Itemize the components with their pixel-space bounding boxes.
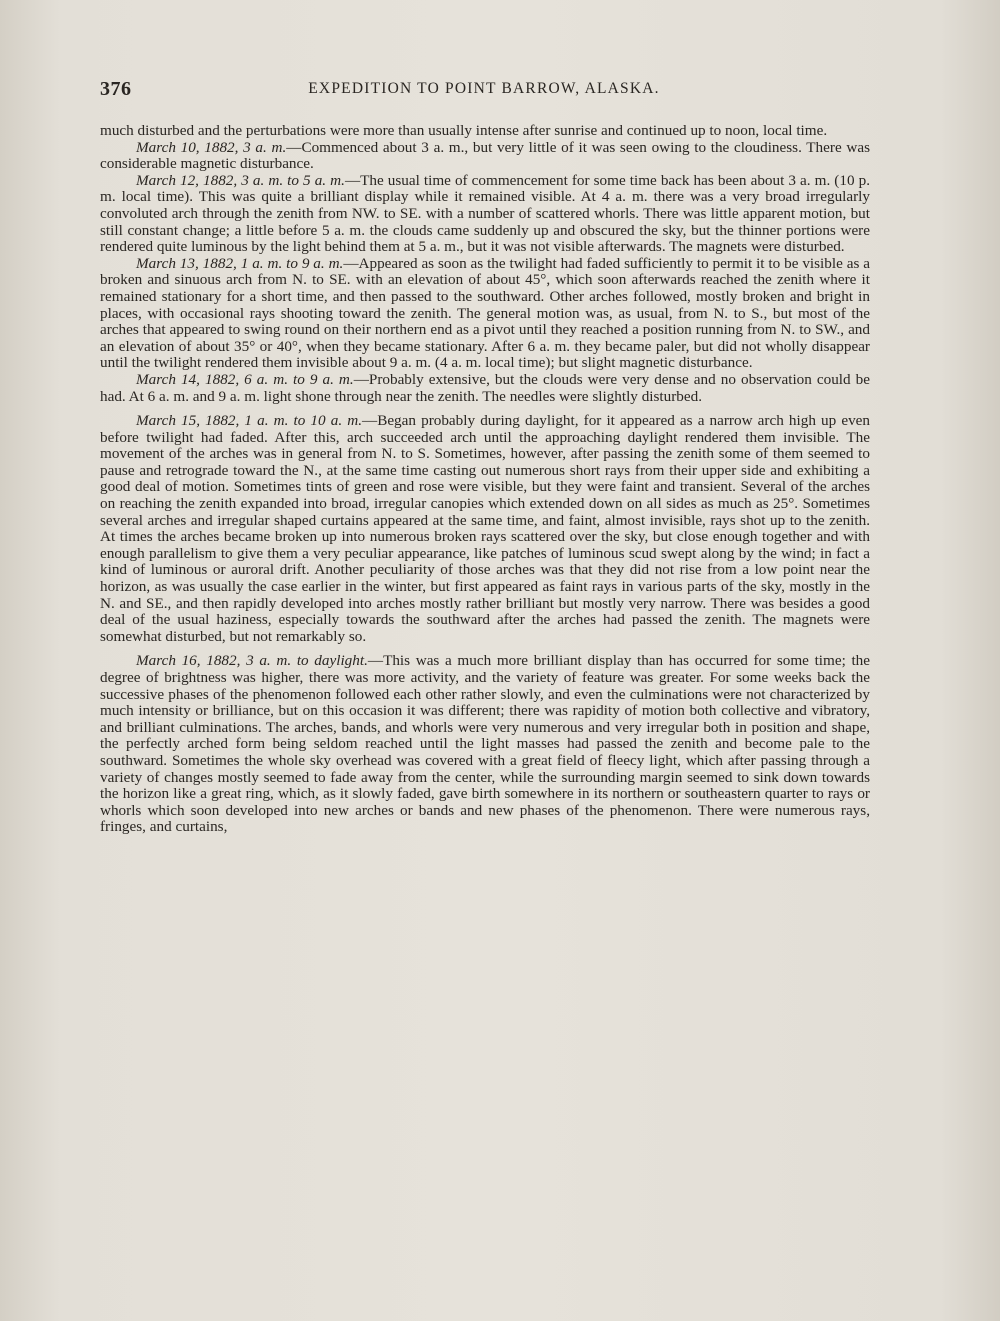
- page-header: [100, 78, 868, 102]
- paragraph-lead: March 16, 1882, 3 a. m. to daylight.: [136, 652, 368, 670]
- paragraph-lead: March 15, 1882, 1 a. m. to 10 a. m.: [136, 412, 362, 430]
- page-number: 376: [100, 78, 132, 100]
- paragraph-march-15: [100, 413, 870, 645]
- paragraph-lead: March 13, 1882, 1 a. m. to 9 a. m.: [136, 254, 344, 272]
- paragraph-text: —Appeared as soon as the twilight had faded sufficiently to permit it to be visible as a broken and sinuous arch from N. to SE. with an elevation of about 45°, which soon afterwards reached the zenith where it remained stationary for a short time, and then passed to the southward. Other arches followed, mostly broken and bright in places, with occasional rays shooting toward the zenith. The general motion was, as usual, from N. to S., but most of the arches that appeared to swing round on their northern end as a pivot until they reached a position running from N. to SW., and an elevation of about 35° or 40°, when they became stationary. After 6 a. m. they became paler, but did not wholly disappear until the twilight rendered them invisible about 9 a. m. (4 a. m. local time); but slight magnetic disturbance.: [100, 254, 870, 372]
- paragraph-text: —The usual time of commencement for some time back has been about 3 a. m. (10 p. m. local time). This was quite a brilliant display while it remained visible. At 4 a. m. there was a very broad irregularly convoluted arch through the zenith from NW. to SE. with a number of scattered whorls. There was little apparent motion, but still constant change; a little before 5 a. m. the clouds came suddenly up and obscured the sky, but the thinner portions were rendered quite luminous by the light behind them at 5 a. m., but it was not visible afterwards. The magnets were disturbed.: [100, 171, 870, 256]
- paragraph-march-14: [100, 372, 870, 405]
- paragraph-text: —Began probably during daylight, for it appeared as a narrow arch high up even before twilight had faded. After this, arch succeeded arch until the approaching daylight rendered them invisible. The movement of the arches was in general from N. to S. Sometimes, however, after passing the zenith some of them seemed to pause and retrograde toward the N., at the same time casting out numerous short rays from their upper side and exhibiting a good deal of motion. Sometimes tints of green and rose were visible, but they were faint and transient. Several of the arches on reaching the zenith expanded into broad, irregular canopies which extended down on all sides as much as 25°. Sometimes several arches and irregular shaped curtains appeared at the same time, and faint, almost invisible, rays shot up to the zenith. At times the arches became broken up into numerous broken rays scattered over the sky, but close enough together and with enough parallelism to give them a very peculiar appearance, like patches of luminous scud swept along by the wind; in fact a kind of luminous or auroral drift. Another peculiarity of those arches was that they did not rise from a low point near the horizon, as was usually the case earlier in the winter, but first appeared as faint rays in various parts of the sky, mostly in the N. and SE., and then rapidly developed into arches mostly rather brilliant but mostly very narrow. There was besides a good deal of the usual haziness, especially towards the southward after the arches had passed the zenith. The magnets were somewhat disturbed, but not remarkably so.: [100, 412, 870, 645]
- paragraph-lead: March 12, 1882, 3 a. m. to 5 a. m.: [136, 171, 345, 189]
- paragraph-march-12: [100, 173, 870, 256]
- paragraph-text: —Commenced about 3 a. m., but very little of it was seen owing to the cloudiness. There was considerable magnetic disturbance.: [100, 138, 870, 173]
- paragraph-lead: March 14, 1882, 6 a. m. to 9 a. m.: [136, 370, 354, 388]
- paragraph-continuation: [100, 123, 870, 140]
- paragraph-text: —Probably extensive, but the clouds were very dense and no observation could be had. At 6 a. m. and 9 a. m. light shone through near the zenith. The needles were slightly disturbed.: [100, 370, 870, 405]
- running-title: EXPEDITION TO POINT BARROW, ALASKA.: [308, 80, 660, 97]
- paragraph-march-13: [100, 256, 870, 372]
- paragraph-lead: March 10, 1882, 3 a. m.: [136, 138, 287, 156]
- paragraph-text: —This was a much more brilliant display than has occurred for some time; the degree of brightness was higher, there was more activity, and the variety of feature was greater. For some weeks back the successive phases of the phenomenon followed each other rather slowly, and even the culminations were not characterized by much intensity or brilliance, but on this occasion it was different; there was rapidity of motion both collective and vibratory, and brilliant culminations. The arches, bands, and whorls were very numerous and very irregular both in position and shape, the perfectly arched form being seldom reached until the light masses had passed the zenith and become pale to the southward. Sometimes the whole sky overhead was covered with a great field of fleecy light, which after passing through a variety of changes mostly seemed to fade away from the center, while the surrounding margin seemed to sink down towards the horizon like a great ring, which, as it slowly faded, gave birth somewhere in its northern or southeastern quarter to rays or whorls which soon developed into new arches or bands and new phases of the phenomenon. There were numerous rays, fringes, and curtains,: [100, 652, 871, 836]
- paragraph-text: much disturbed and the perturbations were more than usually intense after sunrise and continued up to noon, local time.: [100, 122, 828, 139]
- page-body: [100, 123, 870, 836]
- paragraph-march-10: [100, 140, 870, 173]
- paragraph-march-16: [100, 653, 870, 836]
